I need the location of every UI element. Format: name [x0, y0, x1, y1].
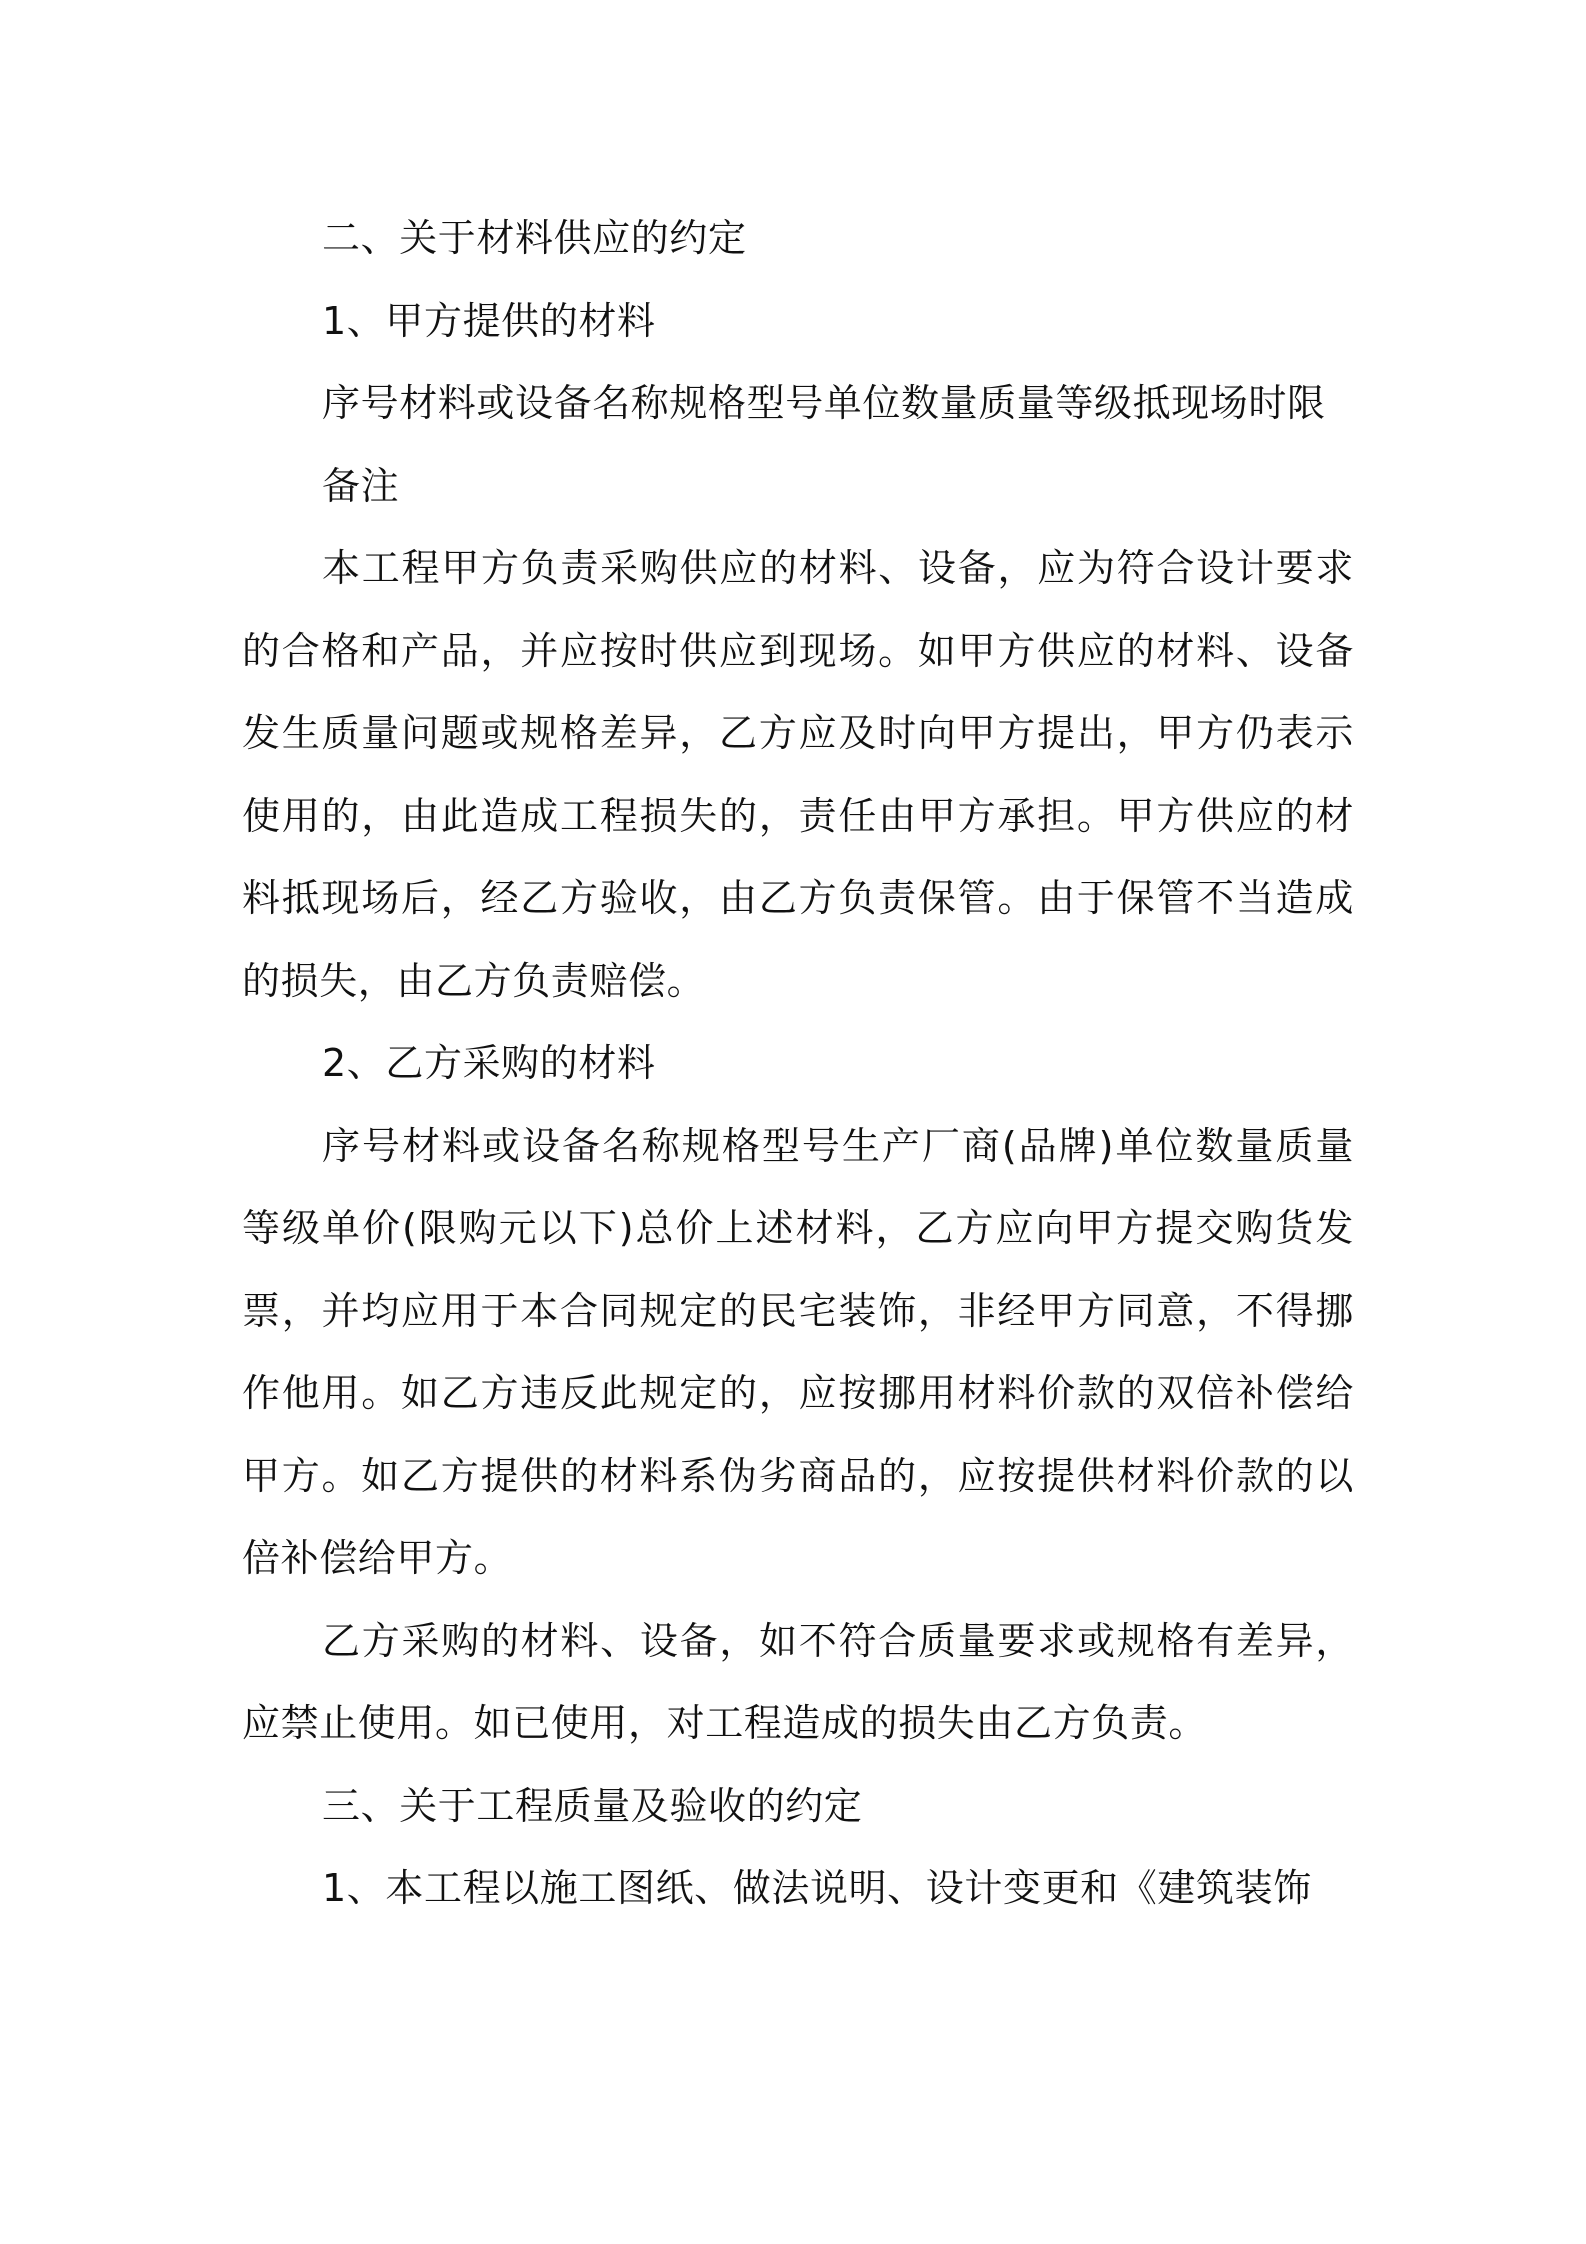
subheading-party-b-materials: 2、乙方采购的材料 — [322, 1041, 656, 1085]
remarks-label: 备注 — [322, 463, 400, 508]
section-heading-quality-acceptance: 三、关于工程质量及验收的约定 — [322, 1783, 863, 1828]
quality-standard-clause: 1、本工程以施工图纸、做法说明、设计变更和《建筑装饰 — [322, 1866, 1312, 1910]
document-body — [242, 197, 1354, 1930]
party-b-quality-clause: 乙方采购的材料、设备，如不符合质量要求或规格有差异，应禁止使用。如已使用，对工程造成的损失由乙方负责。 — [242, 1618, 1354, 1745]
section-heading-material-supply: 二、关于材料供应的约定 — [322, 216, 747, 260]
party-a-materials-table-header: 序号材料或设备名称规格型号单位数量质量等级抵现场时限 — [322, 381, 1326, 425]
party-b-materials-clause: 序号材料或设备名称规格型号生产厂商(品牌)单位数量质量等级单价(限购元以下)总价上述材料，乙方应向甲方提交购货发票，并均应用于本合同规定的民宅装饰，非经甲方同意，不得挪作他用。如乙方违反此规定的，应按挪用材料价款的双倍补偿给甲方。如乙方提供的材料系伪劣商品的，应按提供材料价款的以倍补偿给甲方。 — [242, 1123, 1354, 1580]
party-a-supply-clause: 本工程甲方负责采购供应的材料、设备，应为符合设计要求的合格和产品，并应按时供应到现场。如甲方供应的材料、设备发生质量问题或规格差异，乙方应及时向甲方提出，甲方仍表示使用的，由此造成工程损失的，责任由甲方承担。甲方供应的材料抵现场后，经乙方验收，由乙方负责保管。由于保管不当造成的损失，由乙方负责赔偿。 — [242, 546, 1354, 1003]
subheading-party-a-materials: 1、甲方提供的材料 — [322, 298, 656, 343]
